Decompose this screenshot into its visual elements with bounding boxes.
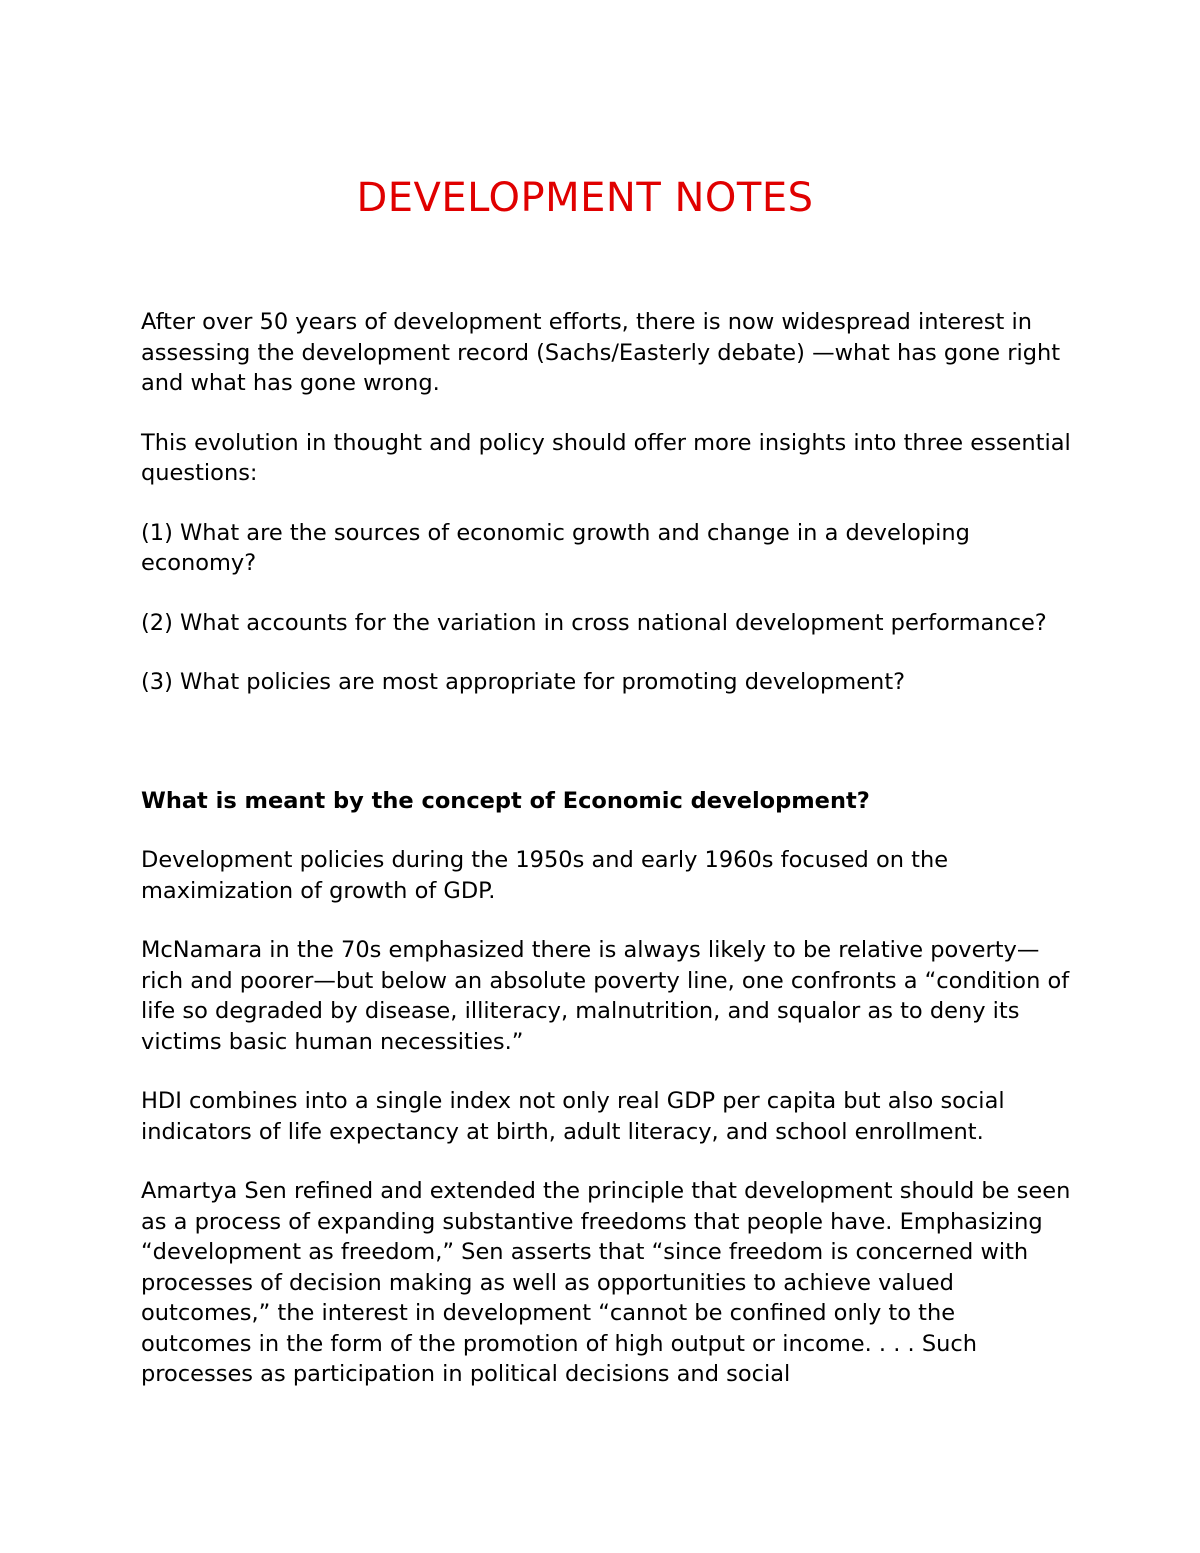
document-title: DEVELOPMENT NOTES	[356, 175, 814, 221]
section-paragraph-sen: Amartya Sen refined and extended the principle that development should be seen as a process of expanding substantive freedoms that people have. Emphasizing “development as freedom,” Sen asserts that “since freedom is concerned with processes of decision making as well as opportunities to achieve valued outcomes,” the interest in development “cannot be confined only to the outcomes in the form of the promotion of high output or income. . . . Such processes as participation in political decisions and social	[141, 1178, 1071, 1387]
section-paragraph-hdi: HDI combines into a single index not only real GDP per capita but also social indicators of life expectancy at birth, adult literacy, and school enrollment.	[141, 1088, 1005, 1145]
intro-paragraph: After over 50 years of development efforts, there is now widespread interest in assessing the development record (Sachs/Easterly debate) —what has gone right and what has gone wrong.	[141, 309, 1061, 396]
section-paragraph-gdp: Development policies during the 1950s and early 1960s focused on the maximization of growth of GDP.	[141, 847, 949, 904]
question-1: (1) What are the sources of economic growth and change in a developing economy?	[141, 519, 970, 576]
questions-intro-paragraph: This evolution in thought and policy should offer more insights into three essential questions:	[141, 429, 1071, 486]
section-heading: What is meant by the concept of Economic development?	[141, 787, 870, 814]
document-body	[141, 307, 1071, 1390]
question-3: (3) What policies are most appropriate for promoting development?	[141, 669, 906, 695]
question-2: (2) What accounts for the variation in cross national development performance?	[141, 609, 1047, 636]
section-paragraph-mcnamara: McNamara in the 70s emphasized there is always likely to be relative poverty—rich and poorer—but below an absolute poverty line, one confronts a “condition of life so degraded by disease, illiteracy, malnutrition, and squalor as to deny its victims basic human necessities.”	[141, 937, 1070, 1055]
